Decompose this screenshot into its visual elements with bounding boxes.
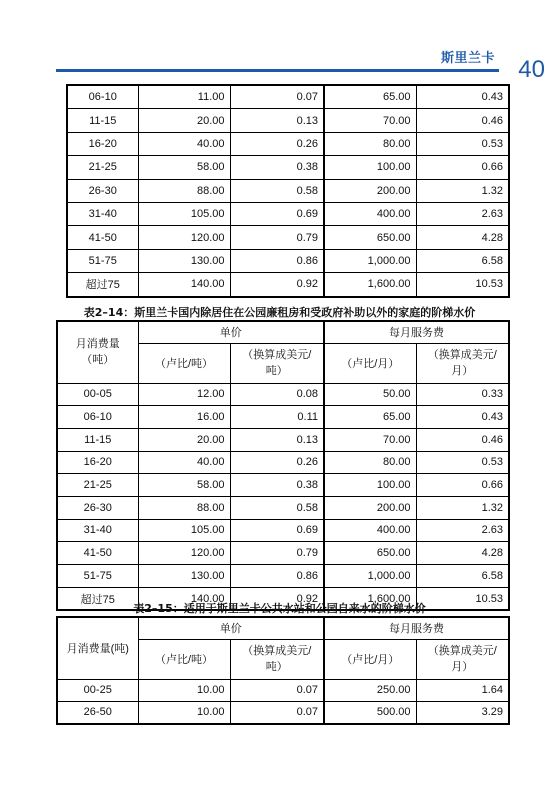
value-cell: 1.32 — [416, 496, 509, 519]
consumption-range-cell: 31-40 — [67, 202, 138, 225]
value-cell: 100.00 — [324, 156, 416, 179]
value-cell: 0.86 — [230, 249, 324, 272]
table-row — [57, 679, 509, 701]
value-cell: 6.58 — [416, 565, 509, 588]
value-cell: 0.13 — [230, 109, 324, 132]
value-cell: 88.00 — [138, 179, 230, 202]
value-cell: 2.63 — [416, 202, 509, 225]
subheader-usd-per-month: （换算成美元/ 月） — [416, 639, 509, 679]
value-cell: 0.53 — [416, 451, 509, 474]
table-row — [67, 226, 509, 249]
value-cell: 1.64 — [416, 679, 509, 701]
value-cell: 1.32 — [416, 179, 509, 202]
value-cell: 0.43 — [416, 406, 509, 429]
value-cell: 0.46 — [416, 109, 509, 132]
value-cell: 40.00 — [138, 451, 230, 474]
consumption-range-cell: 06-10 — [67, 85, 138, 109]
value-cell: 0.07 — [230, 701, 324, 724]
table-row — [57, 406, 509, 429]
value-cell: 0.86 — [230, 565, 324, 588]
value-cell: 0.79 — [230, 226, 324, 249]
value-cell: 0.58 — [230, 496, 324, 519]
table-row — [67, 132, 509, 155]
value-cell: 20.00 — [138, 109, 230, 132]
value-cell: 40.00 — [138, 132, 230, 155]
value-cell: 10.53 — [416, 587, 509, 610]
consumption-range-cell: 超过75 — [57, 587, 138, 610]
value-cell: 0.08 — [230, 383, 324, 406]
table-row — [57, 701, 509, 724]
water-tariff-table-continued — [66, 84, 510, 298]
value-cell: 70.00 — [324, 428, 416, 451]
value-cell: 65.00 — [324, 406, 416, 429]
value-cell: 88.00 — [138, 496, 230, 519]
value-cell: 0.53 — [416, 132, 509, 155]
table-row — [57, 496, 509, 519]
value-cell: 6.58 — [416, 249, 509, 272]
value-cell: 400.00 — [324, 519, 416, 542]
value-cell: 11.00 — [138, 85, 230, 109]
group-header-monthly-fee: 每月服务费 — [324, 321, 509, 343]
consumption-range-cell: 51-75 — [67, 249, 138, 272]
value-cell: 80.00 — [324, 451, 416, 474]
consumption-range-cell: 06-10 — [57, 406, 138, 429]
value-cell: 105.00 — [138, 519, 230, 542]
subheader-rupee-per-ton: （卢比/吨） — [138, 639, 230, 679]
header-rule — [56, 69, 499, 72]
consumption-range-cell: 26-30 — [67, 179, 138, 202]
value-cell: 0.46 — [416, 428, 509, 451]
value-cell: 650.00 — [324, 542, 416, 565]
running-header-title: 斯里兰卡 — [440, 51, 495, 66]
value-cell: 4.28 — [416, 226, 509, 249]
table-body — [57, 679, 509, 724]
value-cell: 120.00 — [138, 226, 230, 249]
value-cell: 650.00 — [324, 226, 416, 249]
value-cell: 1,000.00 — [324, 249, 416, 272]
value-cell: 0.07 — [230, 85, 324, 109]
value-cell: 130.00 — [138, 565, 230, 588]
subheader-usd-per-ton: （换算成美元/ 吨） — [230, 639, 324, 679]
consumption-range-cell: 11-15 — [67, 109, 138, 132]
consumption-range-cell: 超过75 — [67, 273, 138, 297]
consumption-range-cell: 31-40 — [57, 519, 138, 542]
subheader-rupee-per-ton: （卢比/吨） — [138, 343, 230, 383]
value-cell: 70.00 — [324, 109, 416, 132]
table-body — [57, 383, 509, 610]
water-tariff-table-public-stations — [56, 616, 510, 725]
table-row — [67, 109, 509, 132]
table-caption: 表2–15：适用于斯里兰卡公共水站和公园自来水的阶梯水价 — [133, 602, 426, 615]
value-cell: 140.00 — [138, 587, 230, 610]
subheader-rupee-per-month: （卢比/月） — [324, 639, 416, 679]
value-cell: 200.00 — [324, 179, 416, 202]
value-cell: 0.43 — [416, 85, 509, 109]
value-cell: 120.00 — [138, 542, 230, 565]
value-cell: 3.29 — [416, 701, 509, 724]
value-cell: 80.00 — [324, 132, 416, 155]
value-cell: 0.58 — [230, 179, 324, 202]
table-row — [57, 428, 509, 451]
table-body — [67, 85, 509, 297]
consumption-range-cell: 21-25 — [67, 156, 138, 179]
value-cell: 10.53 — [416, 273, 509, 297]
consumption-range-cell: 11-15 — [57, 428, 138, 451]
value-cell: 0.92 — [230, 587, 324, 610]
value-cell: 10.00 — [138, 701, 230, 724]
table-row — [67, 179, 509, 202]
value-cell: 0.38 — [230, 474, 324, 497]
value-cell: 0.66 — [416, 474, 509, 497]
value-cell: 12.00 — [138, 383, 230, 406]
column-header-consumption: 月消费量(吨) — [57, 617, 138, 679]
subheader-rupee-per-month: （卢比/月） — [324, 343, 416, 383]
consumption-range-cell: 16-20 — [57, 451, 138, 474]
value-cell: 20.00 — [138, 428, 230, 451]
value-cell: 16.00 — [138, 406, 230, 429]
value-cell: 0.92 — [230, 273, 324, 297]
consumption-range-cell: 26-50 — [57, 701, 138, 724]
consumption-range-cell: 16-20 — [67, 132, 138, 155]
subheader-usd-per-month: （换算成美元/ 月） — [416, 343, 509, 383]
value-cell: 400.00 — [324, 202, 416, 225]
value-cell: 50.00 — [324, 383, 416, 406]
table-row — [57, 383, 509, 406]
value-cell: 0.79 — [230, 542, 324, 565]
consumption-range-cell: 51-75 — [57, 565, 138, 588]
value-cell: 1,600.00 — [324, 587, 416, 610]
consumption-range-cell: 41-50 — [67, 226, 138, 249]
value-cell: 0.69 — [230, 202, 324, 225]
subheader-usd-per-ton: （换算成美元/ 吨） — [230, 343, 324, 383]
value-cell: 65.00 — [324, 85, 416, 109]
value-cell: 0.33 — [416, 383, 509, 406]
value-cell: 10.00 — [138, 679, 230, 701]
table-row — [67, 202, 509, 225]
value-cell: 0.11 — [230, 406, 324, 429]
value-cell: 4.28 — [416, 542, 509, 565]
water-tariff-table-households — [56, 320, 510, 611]
value-cell: 500.00 — [324, 701, 416, 724]
table-row — [67, 249, 509, 272]
value-cell: 0.26 — [230, 451, 324, 474]
value-cell: 0.69 — [230, 519, 324, 542]
value-cell: 1,000.00 — [324, 565, 416, 588]
value-cell: 1,600.00 — [324, 273, 416, 297]
value-cell: 140.00 — [138, 273, 230, 297]
table-row — [67, 156, 509, 179]
value-cell: 200.00 — [324, 496, 416, 519]
value-cell: 130.00 — [138, 249, 230, 272]
consumption-range-cell: 00-25 — [57, 679, 138, 701]
consumption-range-cell: 26-30 — [57, 496, 138, 519]
table-row — [67, 273, 509, 297]
table-row — [57, 565, 509, 588]
value-cell: 0.26 — [230, 132, 324, 155]
table-row — [57, 542, 509, 565]
value-cell: 0.66 — [416, 156, 509, 179]
consumption-range-cell: 21-25 — [57, 474, 138, 497]
table-caption: 表2–14：斯里兰卡国内除居住在公园廉租房和受政府补助以外的家庭的阶梯水价 — [83, 306, 476, 319]
value-cell: 0.38 — [230, 156, 324, 179]
consumption-range-cell: 00-05 — [57, 383, 138, 406]
value-cell: 0.13 — [230, 428, 324, 451]
page-number: 40 — [518, 56, 545, 83]
group-header-unit-price: 单价 — [138, 321, 324, 343]
column-header-consumption: 月消费量 （吨） — [57, 321, 138, 383]
value-cell: 105.00 — [138, 202, 230, 225]
table-row — [57, 519, 509, 542]
value-cell: 0.07 — [230, 679, 324, 701]
table-row — [67, 85, 509, 109]
value-cell: 58.00 — [138, 474, 230, 497]
value-cell: 2.63 — [416, 519, 509, 542]
consumption-range-cell: 41-50 — [57, 542, 138, 565]
value-cell: 58.00 — [138, 156, 230, 179]
group-header-monthly-fee: 每月服务费 — [324, 617, 509, 639]
table-row — [57, 474, 509, 497]
value-cell: 250.00 — [324, 679, 416, 701]
value-cell: 100.00 — [324, 474, 416, 497]
group-header-unit-price: 单价 — [138, 617, 324, 639]
table-row — [57, 451, 509, 474]
